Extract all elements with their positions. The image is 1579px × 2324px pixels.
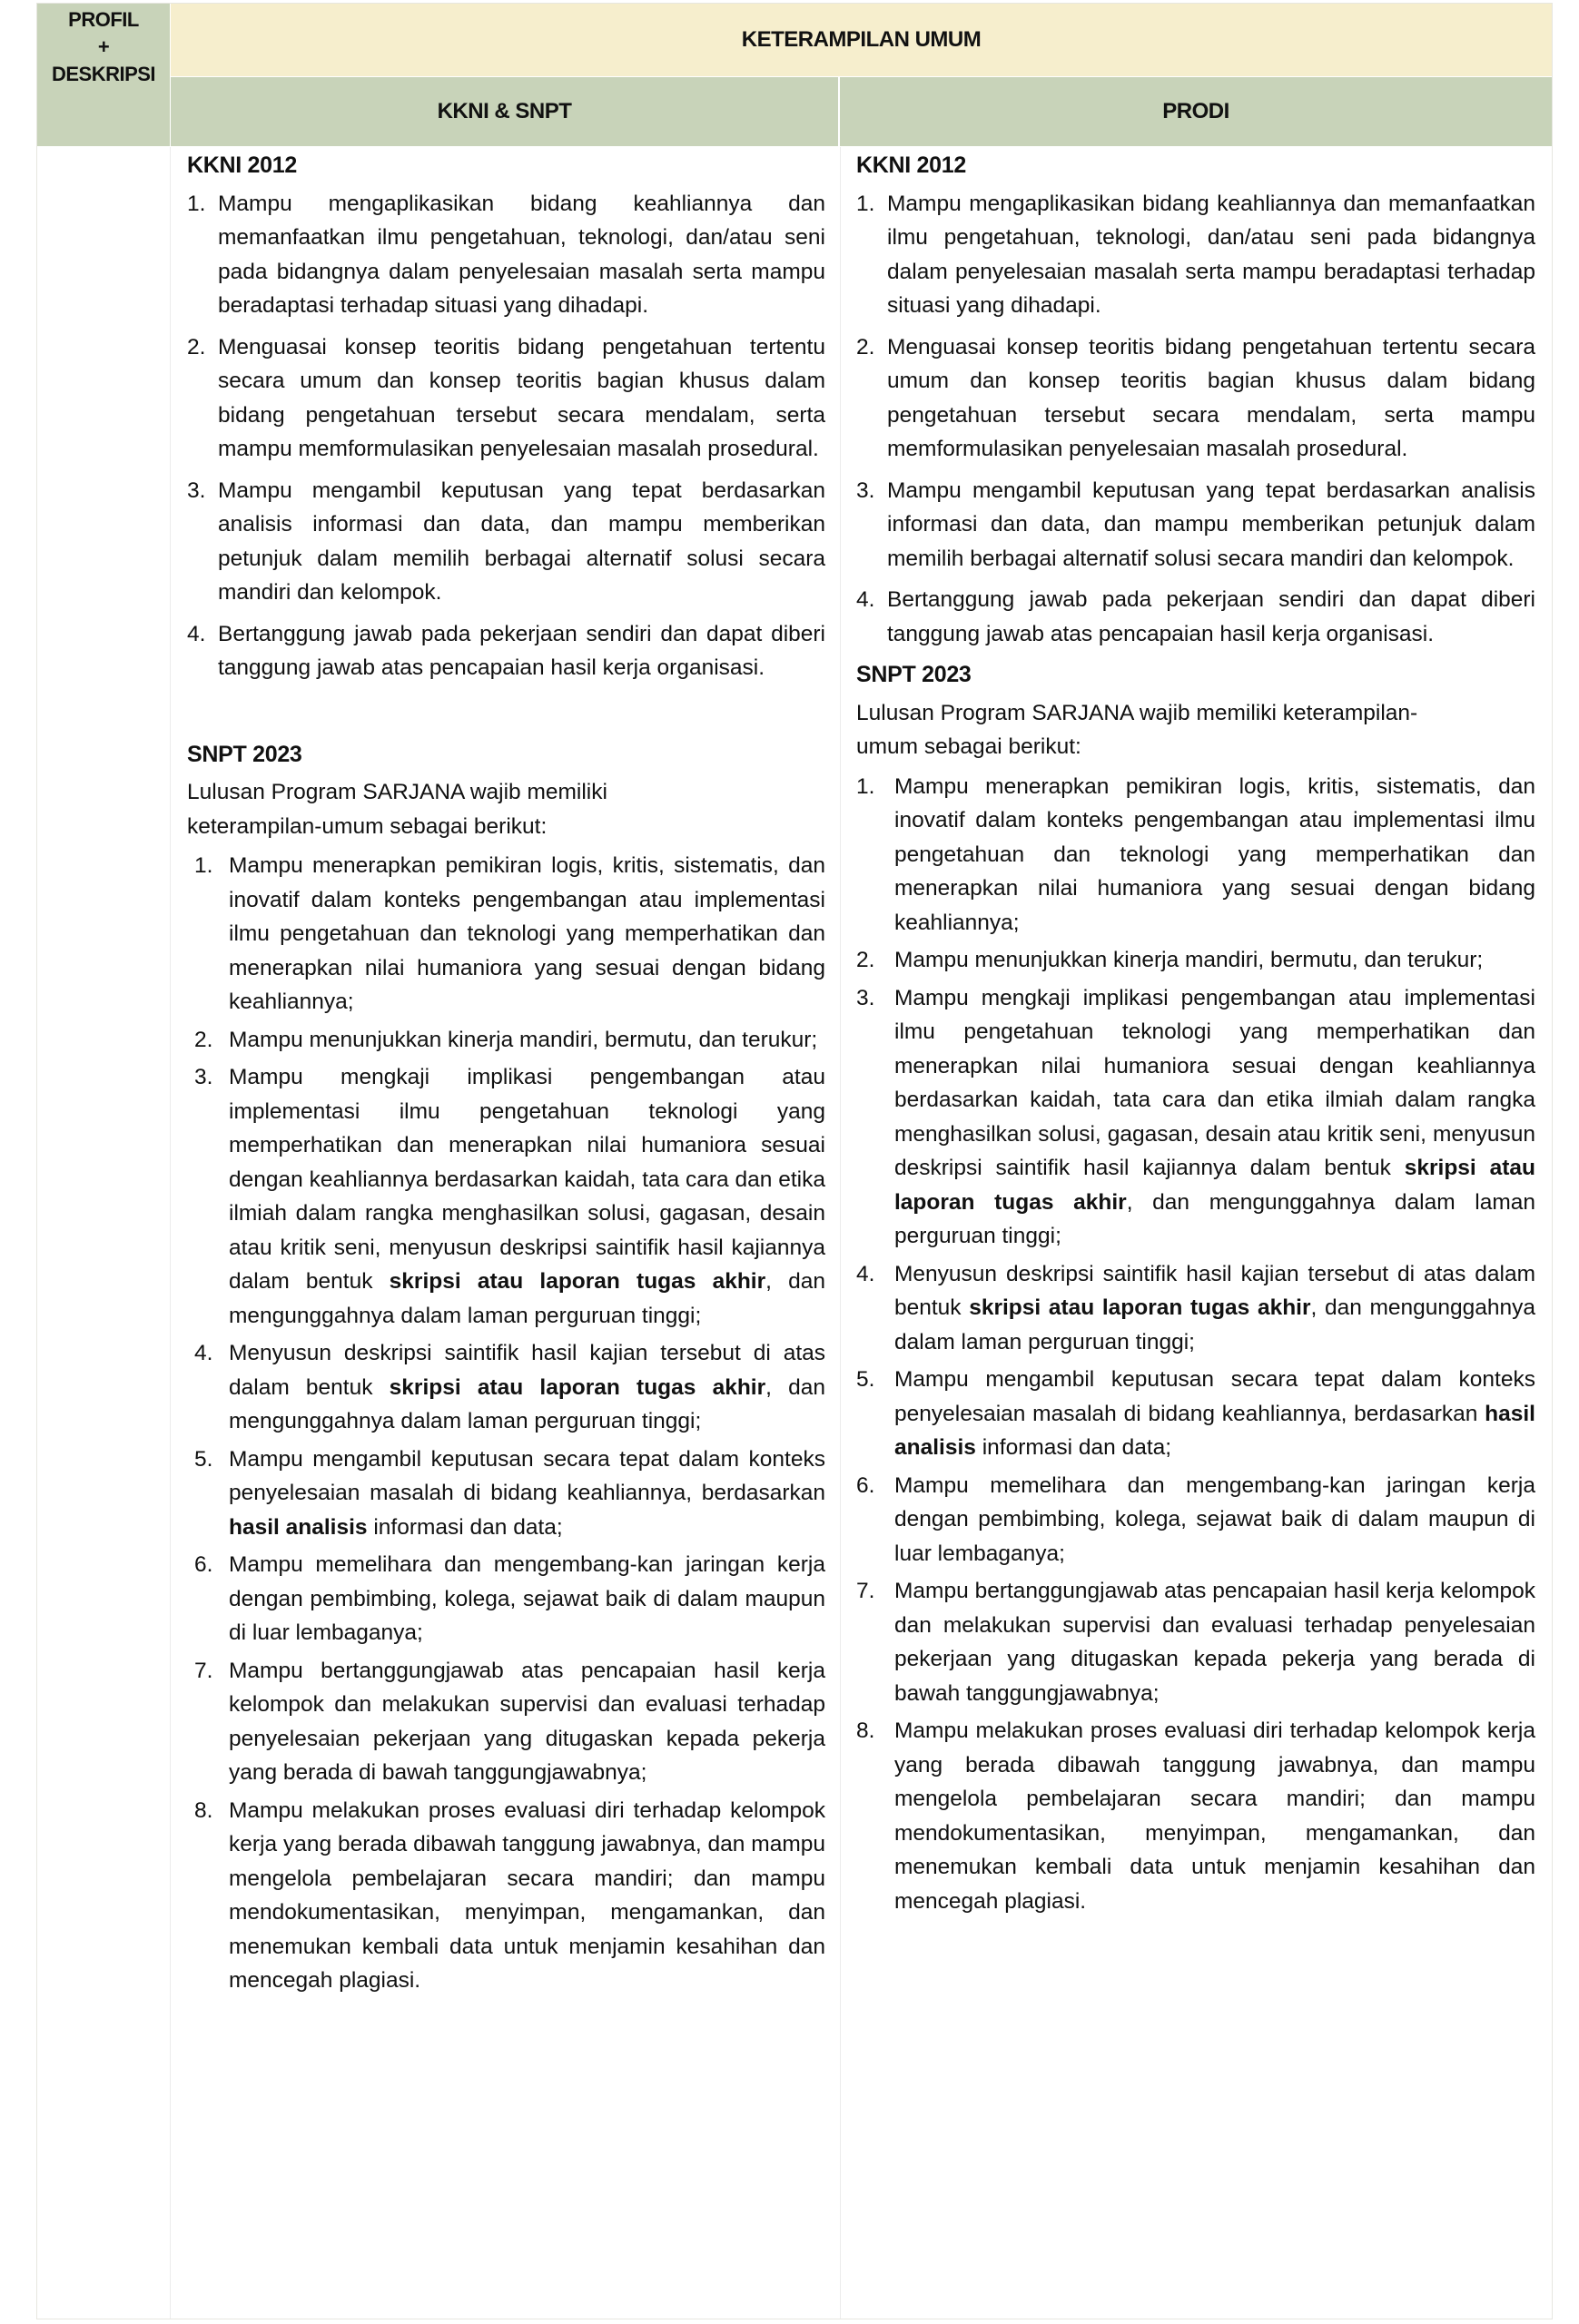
list-item-number: 1.	[187, 191, 206, 216]
list-item-text	[229, 1443, 825, 1545]
list-item-text: Mampu mengaplikasikan bidang keahliannya dan memanfaatkan ilmu pengetahuan, teknologi, dan/atau seni pada bidangnya dalam penyelesaian masalah serta mampu beradaptasi terhadap situasi yang dihadapi.	[218, 191, 825, 318]
prodi-column	[842, 147, 1552, 2319]
list-item	[187, 1336, 825, 1439]
list-item-text	[894, 1469, 1535, 1571]
header-deskripsi-line: DESKRIPSI	[51, 63, 156, 85]
snpt-section-title: SNPT 2023	[187, 741, 302, 767]
list-item	[856, 1469, 1535, 1571]
list-item-number: 2.	[187, 334, 206, 359]
list-item	[187, 1443, 825, 1545]
list-item-text-part: informasi dan data;	[975, 1435, 1172, 1460]
list-item-text-part: Mampu menerapkan pemikiran logis, kritis, sistematis, dan inovatif dalam konteks pengembangan atau implementasi ilmu pengetahuan dan teknologi yang memperhatikan dan menerapkan nilai humaniora yang sesuai dengan bidang keahliannya;	[229, 853, 825, 1014]
list-item-text-part: informasi dan data;	[367, 1514, 563, 1540]
kkni-list	[187, 187, 825, 685]
list-item-text	[894, 770, 1535, 940]
snpt-intro-line: umum sebagai berikut:	[856, 734, 1081, 759]
snpt-intro	[187, 775, 825, 843]
list-item-text-part: , dan mengunggahnya dalam laman perguruan tinggi;	[894, 1189, 1535, 1248]
list-item-number: 4.	[856, 587, 875, 612]
list-item-number: 3.	[194, 1065, 213, 1089]
list-item-number: 8.	[856, 1718, 875, 1743]
list-item-text-part: Mampu menerapkan pemikiran logis, kritis, sistematis, dan inovatif dalam konteks pengembangan atau implementasi ilmu pengetahuan dan teknologi yang memperhatikan dan menerapkan nilai humaniora yang sesuai dengan bidang keahliannya;	[894, 773, 1535, 935]
snpt-list	[856, 770, 1535, 1919]
list-item-text-part: Mampu mengkaji implikasi pengembangan atau implementasi ilmu pengetahuan teknologi yang memperhatikan dan menerapkan nilai humaniora sesuai dengan keahliannya berdasarkan kaidah, tata cara dan etika ilmiah dalam rangka menghasilkan solusi, gagasan, desain atau kritik seni, menyusun deskripsi saintifik hasil kajiannya dalam bentuk	[894, 985, 1535, 1180]
list-item-number: 7.	[856, 1579, 875, 1603]
list-item-number: 4.	[856, 1261, 875, 1286]
snpt-intro-line: Lulusan Program SARJANA wajib memiliki keterampilan-	[856, 700, 1418, 725]
list-item	[856, 474, 1535, 576]
list-item-text	[229, 1794, 825, 1998]
header-prodi: PRODI	[840, 77, 1552, 146]
profile-column-empty	[37, 147, 171, 2319]
list-item-text	[894, 1714, 1535, 1918]
list-item-text-part: Mampu memelihara dan mengembang-kan jaringan kerja dengan pembimbing, kolega, sejawat baik di dalam maupun di luar lembaganya;	[894, 1472, 1535, 1566]
list-item-text: Bertanggung jawab pada pekerjaan sendiri dan dapat diberi tanggung jawab atas pencapaian hasil kerja organisasi.	[887, 587, 1535, 646]
list-item-number: 3.	[856, 478, 875, 503]
list-item-text-part: , dan mengunggahnya dalam laman perguruan tinggi;	[229, 1269, 826, 1328]
kkni-list	[856, 187, 1535, 652]
list-item-number: 2.	[856, 334, 875, 359]
list-item	[856, 1257, 1535, 1360]
list-item	[187, 1548, 825, 1650]
list-item-number: 1.	[856, 773, 875, 799]
list-item-number: 1.	[194, 853, 213, 878]
list-item	[187, 849, 825, 1019]
list-item	[856, 1574, 1535, 1710]
list-item-text-part: Mampu menunjukkan kinerja mandiri, bermutu, dan terukur;	[229, 1027, 818, 1052]
list-item-number: 2.	[856, 948, 875, 972]
emphasis-text: skripsi atau laporan tugas akhir	[389, 1374, 766, 1400]
snpt-intro-line: Lulusan Program SARJANA wajib memiliki	[187, 780, 607, 804]
list-item-text	[894, 1257, 1535, 1360]
list-item-text-part: Mampu mengkaji implikasi pengembangan atau implementasi ilmu pengetahuan teknologi yang memperhatikan dan menerapkan nilai humaniora sesuai dengan keahliannya berdasarkan kaidah, tata cara dan etika ilmiah dalam rangka menghasilkan solusi, gagasan, desain atau kritik seni, menyusun deskripsi saintifik hasil kajiannya dalam bentuk	[229, 1065, 825, 1294]
list-item-text	[894, 1574, 1535, 1710]
list-item-number: 6.	[194, 1552, 213, 1577]
list-item-text: Menguasai konsep teoritis bidang pengetahuan tertentu secara umum dan konsep teoritis bagian khusus dalam bidang pengetahuan tersebut secara mendalam, serta mampu memformulasikan penyelesaian masalah prosedural.	[218, 334, 825, 461]
kkni-section-title: KKNI 2012	[856, 153, 966, 178]
list-item	[856, 981, 1535, 1254]
list-item-number: 5.	[856, 1367, 875, 1392]
header-profil-deskripsi	[37, 4, 170, 146]
list-item-text-part: Mampu mengambil keputusan secara tepat dalam konteks penyelesaian masalah di bidang keahliannya, berdasarkan	[894, 1367, 1535, 1426]
list-item-text-part: Mampu memelihara dan mengembang-kan jaringan kerja dengan pembimbing, kolega, sejawat baik di dalam maupun di luar lembaganya;	[229, 1552, 825, 1645]
list-item-text	[229, 1336, 825, 1439]
kkni-snpt-column	[171, 147, 841, 2319]
emphasis-text: hasil analisis	[229, 1514, 368, 1540]
list-item-text	[894, 1363, 1535, 1465]
list-item-text-part: , dan mengunggahnya dalam laman perguruan tinggi;	[894, 1295, 1535, 1354]
list-item-text-part: Mampu bertanggungjawab atas pencapaian hasil kerja kelompok dan melakukan supervisi dan evaluasi terhadap penyelesaian pekerjaan yang ditugaskan kepada pekerja yang berada di bawah tanggungjawabnya;	[229, 1658, 825, 1785]
header-profil-line: PROFIL	[68, 8, 139, 31]
header-keterampilan-umum: KETERAMPILAN UMUM	[171, 4, 1552, 76]
emphasis-text: skripsi atau laporan tugas akhir	[969, 1295, 1311, 1320]
list-item-number: 3.	[856, 985, 875, 1010]
list-item-number: 3.	[187, 478, 206, 503]
list-item-number: 4.	[194, 1341, 213, 1365]
list-item-text: Bertanggung jawab pada pekerjaan sendiri dan dapat diberi tanggung jawab atas pencapaian hasil kerja organisasi.	[218, 621, 825, 680]
list-item-text: Mampu mengambil keputusan yang tepat berdasarkan analisis informasi dan data, dan mampu memberikan petunjuk dalam memilih berbagai alternatif solusi secara mandiri dan kelompok.	[218, 478, 825, 605]
list-item-text-part: Menyusun deskripsi saintifik hasil kajian tersebut di atas dalam bentuk	[229, 1341, 825, 1400]
list-item-text: Mampu mengambil keputusan yang tepat berdasarkan analisis informasi dan data, dan mampu memberikan petunjuk dalam memilih berbagai alternatif solusi secara mandiri dan kelompok.	[887, 478, 1535, 571]
list-item-text	[229, 1060, 825, 1333]
list-item-text-part: Mampu bertanggungjawab atas pencapaian hasil kerja kelompok dan melakukan supervisi dan evaluasi terhadap penyelesaian pekerjaan yang ditugaskan kepada pekerja yang berada di bawah tanggungjawabnya;	[894, 1579, 1535, 1706]
list-item-text-part: Mampu melakukan proses evaluasi diri terhadap kelompok kerja yang berada dibawah tanggung jawabnya, dan mampu mengelola pembelajaran secara mandiri; dan mampu mendokumentasikan, menyimpan, mengamankan, dan menemukan kembali data untuk menjamin kesahihan dan mencegah plagiasi.	[229, 1797, 825, 1993]
list-item	[856, 770, 1535, 940]
snpt-intro	[856, 696, 1535, 764]
list-item-number: 8.	[194, 1797, 213, 1823]
keterampilan-umum-table	[36, 3, 1553, 2319]
header-plus-line: +	[97, 35, 110, 58]
kkni-section-title: KKNI 2012	[187, 153, 297, 178]
list-item-text-part: , dan mengunggahnya dalam laman perguruan tinggi;	[229, 1374, 826, 1433]
list-item-number: 6.	[856, 1472, 875, 1498]
list-item	[187, 1794, 825, 1998]
list-item	[856, 187, 1535, 323]
list-item	[856, 1714, 1535, 1918]
list-item-number: 7.	[194, 1658, 213, 1683]
header-kkni-snpt: KKNI & SNPT	[171, 77, 838, 146]
list-item	[187, 330, 825, 467]
list-item-text	[229, 1548, 825, 1650]
emphasis-text: hasil analisis	[894, 1401, 1535, 1460]
list-item-text	[229, 1654, 825, 1790]
list-item-number: 2.	[194, 1027, 213, 1052]
list-item-number: 4.	[187, 621, 206, 646]
list-item	[187, 187, 825, 323]
emphasis-text: skripsi atau laporan tugas akhir	[389, 1269, 766, 1294]
list-item	[187, 474, 825, 610]
list-item	[856, 330, 1535, 467]
list-item	[856, 583, 1535, 651]
list-item	[187, 1060, 825, 1333]
snpt-section-title: SNPT 2023	[856, 662, 972, 687]
list-item-text	[894, 943, 1535, 978]
list-item	[187, 1654, 825, 1790]
list-item-text-part: Mampu menunjukkan kinerja mandiri, bermutu, dan terukur;	[894, 948, 1484, 972]
list-item	[187, 617, 825, 685]
list-item	[856, 943, 1535, 978]
emphasis-text: skripsi atau laporan tugas akhir	[894, 1156, 1535, 1215]
list-item-text-part: Menyusun deskripsi saintifik hasil kajian tersebut di atas dalam bentuk	[894, 1261, 1535, 1320]
list-item	[856, 1363, 1535, 1465]
list-item-text	[894, 981, 1535, 1254]
list-item-number: 1.	[856, 191, 875, 216]
list-item-text	[229, 1023, 825, 1058]
snpt-list	[187, 849, 825, 1998]
list-item-text: Menguasai konsep teoritis bidang pengetahuan tertentu secara umum dan konsep teoritis bagian khusus dalam bidang pengetahuan tersebut secara mendalam, serta mampu memformulasikan penyelesaian masalah prosedural.	[887, 334, 1535, 461]
list-item-text-part: Mampu melakukan proses evaluasi diri terhadap kelompok kerja yang berada dibawah tanggung jawabnya, dan mampu mengelola pembelajaran secara mandiri; dan mampu mendokumentasikan, menyimpan, mengamankan, dan menemukan kembali data untuk menjamin kesahihan dan mencegah plagiasi.	[894, 1718, 1535, 1914]
list-item-text: Mampu mengaplikasikan bidang keahliannya dan memanfaatkan ilmu pengetahuan, teknologi, dan/atau seni pada bidangnya dalam penyelesaian masalah serta mampu beradaptasi terhadap situasi yang dihadapi.	[887, 191, 1535, 318]
list-item-number: 5.	[194, 1446, 213, 1472]
snpt-intro-line: keterampilan-umum sebagai berikut:	[187, 813, 548, 839]
list-item-text	[229, 849, 825, 1019]
list-item	[187, 1023, 825, 1058]
list-item-text-part: Mampu mengambil keputusan secara tepat dalam konteks penyelesaian masalah di bidang keahliannya, berdasarkan	[229, 1446, 825, 1505]
